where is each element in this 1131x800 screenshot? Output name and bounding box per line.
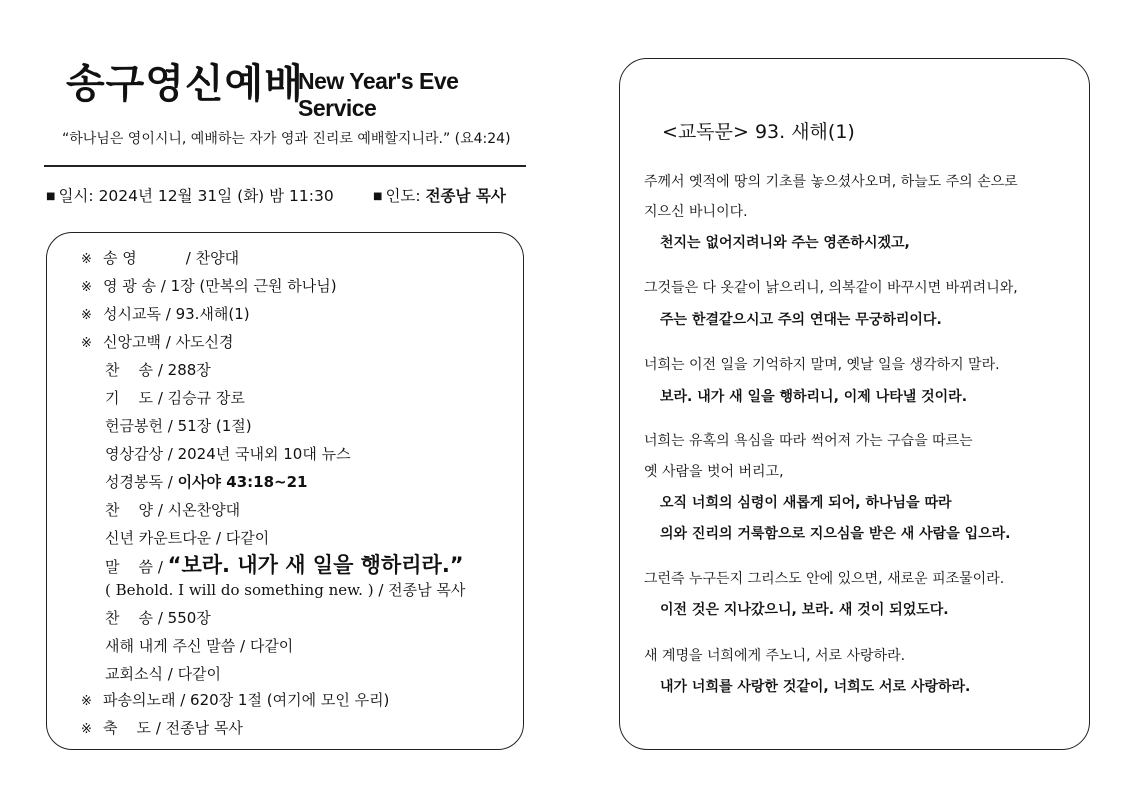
order-item-label: 찬 양 <box>105 501 154 519</box>
order-item-label: 신앙고백 <box>103 333 161 351</box>
order-item: 성경봉독 / 이사야 43:18~21 <box>105 473 308 491</box>
motto-verse: “하나님은 영이시니, 예배하는 자가 영과 진리로 예배할지니라.” (요4:24) <box>62 131 511 147</box>
order-item-value: 1장 (만복의 근원 하나님) <box>170 277 337 295</box>
asterisk-mark-icon: ※ <box>81 252 92 267</box>
reading-line-response: 의와 진리의 거룩함으로 지으심을 받은 새 사람을 입으라. <box>660 526 1011 542</box>
order-item-label: 송 영 <box>103 249 137 267</box>
leader-label: 인도: <box>385 187 421 205</box>
order-item: 새해 내게 주신 말씀 / 다같이 <box>105 637 294 655</box>
sermon-english-text: ( Behold. I will do something new. ) <box>105 581 374 599</box>
order-item-value: 다같이 <box>249 637 294 655</box>
order-item: 교회소식 / 다같이 <box>105 665 222 683</box>
order-item-value: 550장 <box>167 609 211 627</box>
order-item-label: 축 도 <box>103 719 152 737</box>
reading-line-response: 이전 것은 지나갔으니, 보라. 새 것이 되었도다. <box>660 602 949 618</box>
order-item: ※ 축 도 / 전종남 목사 <box>81 719 243 737</box>
bulletin-title <box>66 52 536 121</box>
order-item: 영상감상 / 2024년 국내외 10대 뉴스 <box>105 445 351 463</box>
order-item-value: 다같이 <box>177 665 222 683</box>
leader-value: 전종남 목사 <box>425 187 506 205</box>
reading-line-leader: 그것들은 다 옷같이 낡으리니, 의복같이 바꾸시면 바뀌려니와, <box>644 280 1018 296</box>
order-item-label: 성시교독 <box>103 305 161 323</box>
order-item-label: 기 도 <box>105 389 154 407</box>
order-item-label: 신년 카운트다운 <box>105 529 212 547</box>
sermon-preacher: / 전종남 목사 <box>378 581 466 599</box>
reading-title: <교독문> 93. 새해(1) <box>662 121 855 143</box>
order-item-label: 찬 송 <box>105 609 154 627</box>
order-item-value: 2024년 국내외 10대 뉴스 <box>177 445 351 463</box>
reading-line-leader: 옛 사람을 벗어 버리고, <box>644 464 784 480</box>
date-label: 일시: <box>58 187 94 205</box>
order-item-label: 말 씀 <box>105 558 154 576</box>
square-bullet-icon: ■ <box>46 191 56 202</box>
order-item-label: 성경봉독 <box>105 473 163 491</box>
order-item-value: 전종남 목사 <box>165 719 243 737</box>
reading-line-leader: 지으신 바니이다. <box>644 204 748 220</box>
order-item-value: 시온찬양대 <box>167 501 241 519</box>
reading-line-response: 보라. 내가 새 일을 행하리니, 이제 나타낼 것이라. <box>660 389 968 405</box>
order-item-label: 영 광 송 <box>103 277 157 295</box>
reading-line-response: 내가 너희를 사랑한 것같이, 너희도 서로 사랑하라. <box>660 679 971 695</box>
order-item-value: 이사야 43:18~21 <box>177 473 308 491</box>
service-leader <box>373 184 506 206</box>
order-item: ※ 영 광 송 / 1장 (만복의 근원 하나님) <box>81 277 337 295</box>
order-item-value: 김승규 장로 <box>167 389 245 407</box>
order-item-value: 93.새해(1) <box>175 305 250 323</box>
order-item: 찬 양 / 시온찬양대 <box>105 501 241 519</box>
order-item: 찬 송 / 288장 <box>105 361 211 379</box>
asterisk-mark-icon: ※ <box>81 308 92 323</box>
sermon-english <box>105 579 465 600</box>
order-of-service <box>46 232 524 750</box>
order-item: ※ 파송의노래 / 620장 1절 (여기에 모인 우리) <box>81 691 390 709</box>
order-item-label: 새해 내게 주신 말씀 <box>105 637 236 655</box>
order-item-value: 사도신경 <box>175 333 234 351</box>
order-item: 신년 카운트다운 / 다같이 <box>105 529 270 547</box>
asterisk-mark-icon: ※ <box>81 694 92 709</box>
reading-line-leader: 주께서 옛적에 땅의 기초를 놓으셨사오며, 하늘도 주의 손으로 <box>644 174 1018 190</box>
order-item-label: 영상감상 <box>105 445 163 463</box>
title-korean: 송구영신예배 <box>66 61 304 107</box>
order-item: ※ 성시교독 / 93.새해(1) <box>81 305 250 323</box>
order-item: 헌금봉헌 / 51장 (1절) <box>105 417 252 435</box>
reading-line-response: 주는 한결같으시고 주의 연대는 무궁하리이다. <box>660 312 942 328</box>
date-value: 2024년 12월 31일 (화) 밤 11:30 <box>98 187 334 205</box>
reading-line-leader: 그런즉 누구든지 그리스도 안에 있으면, 새로운 피조물이라. <box>644 571 1005 587</box>
square-bullet-icon: ■ <box>373 191 383 202</box>
asterisk-mark-icon: ※ <box>81 722 92 737</box>
order-item-label: 헌금봉헌 <box>105 417 163 435</box>
reading-line-leader: 너희는 유혹의 욕심을 따라 썩어져 가는 구습을 따르는 <box>644 433 973 449</box>
order-item-value: 찬양대 <box>195 249 240 267</box>
order-item: ※ 신앙고백 / 사도신경 <box>81 333 234 351</box>
order-item: 기 도 / 김승규 장로 <box>105 389 245 407</box>
order-item-sermon: 말 씀 / “보라. 내가 새 일을 행하리라.” <box>105 553 464 577</box>
order-item-value: 620장 1절 (여기에 모인 우리) <box>190 691 390 709</box>
order-item-label: 교회소식 <box>105 665 163 683</box>
responsive-reading <box>619 58 1090 750</box>
asterisk-mark-icon: ※ <box>81 336 92 351</box>
reading-line-response: 천지는 없어지려니와 주는 영존하시겠고, <box>660 235 910 251</box>
asterisk-mark-icon: ※ <box>81 280 92 295</box>
order-item-label: 찬 송 <box>105 361 154 379</box>
order-item-value: 288장 <box>167 361 211 379</box>
reading-line-response: 오직 너희의 심령이 새롭게 되어, 하나님을 따라 <box>660 495 952 511</box>
order-item: 찬 송 / 550장 <box>105 609 211 627</box>
order-item-label: 파송의노래 <box>103 691 176 709</box>
reading-line-leader: 너희는 이전 일을 기억하지 말며, 옛날 일을 생각하지 말라. <box>644 357 1000 373</box>
order-item: ※ 송 영 / 찬양대 <box>81 249 240 267</box>
title-english: New Year's Eve Service <box>298 68 459 121</box>
service-date <box>46 184 334 206</box>
divider <box>44 165 526 167</box>
sermon-title: “보라. 내가 새 일을 행하리라.” <box>167 553 464 577</box>
order-item-value: 51장 (1절) <box>177 417 252 435</box>
reading-line-leader: 새 계명을 너희에게 주노니, 서로 사랑하라. <box>644 648 906 664</box>
order-item-value: 다같이 <box>225 529 270 547</box>
